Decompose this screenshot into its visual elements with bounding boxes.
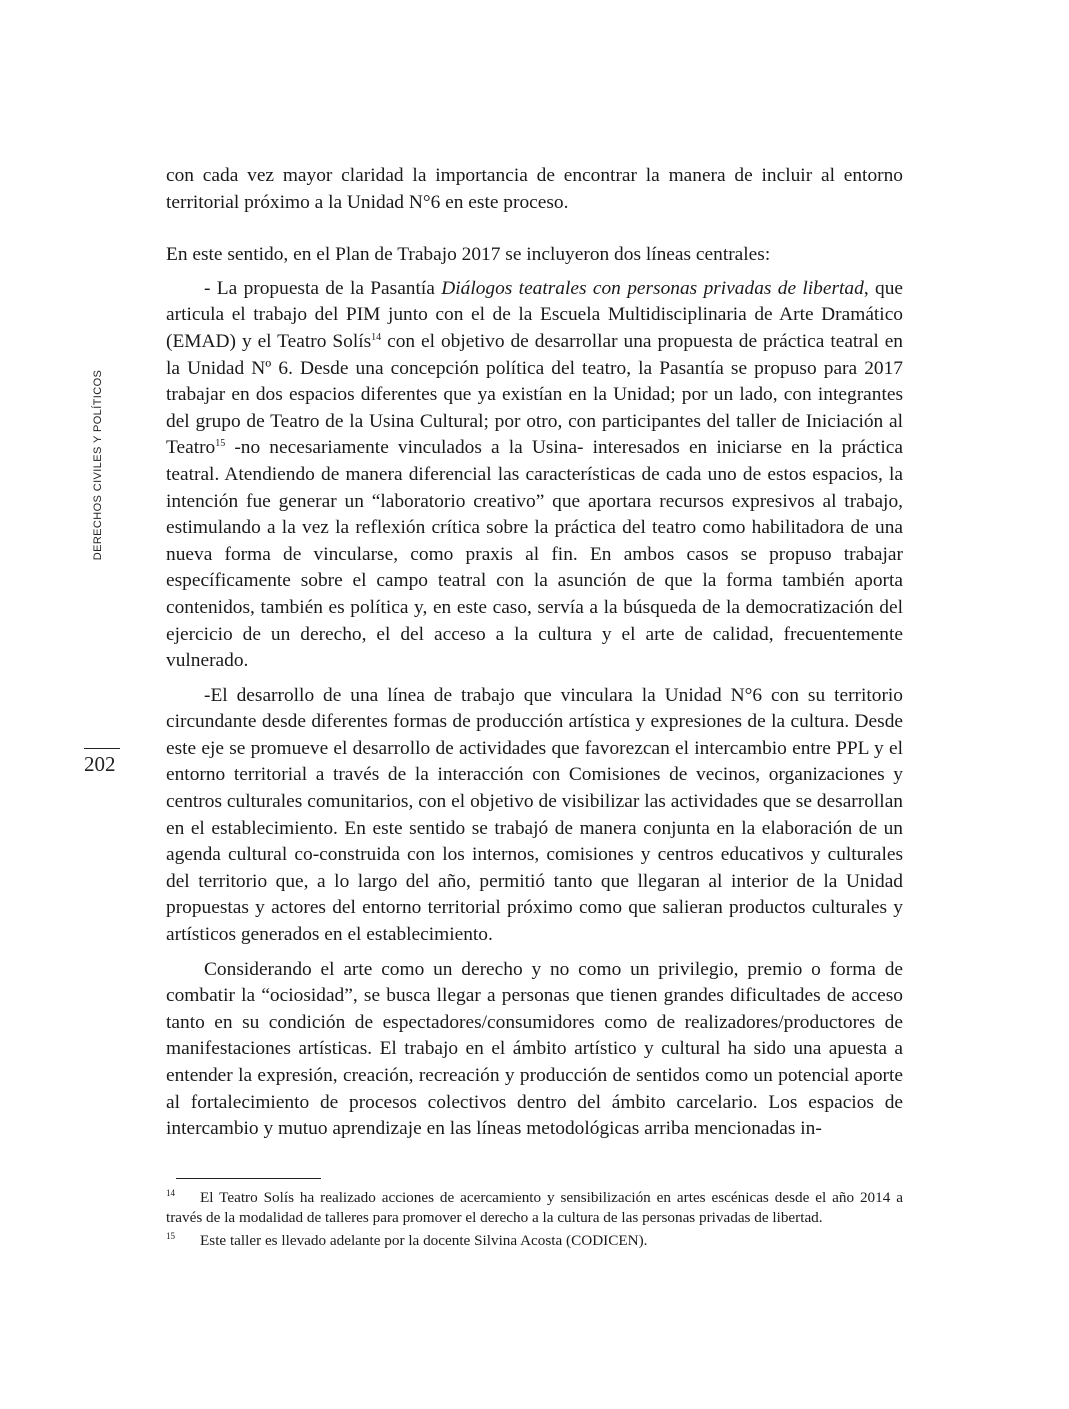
paragraph-pasantia bbox=[166, 276, 903, 675]
footnote-mark: 15 bbox=[166, 1231, 175, 1241]
page-number-rule bbox=[84, 748, 120, 749]
footnote-text: Este taller es llevado adelante por la docente Silvina Acosta (CODICEN). bbox=[200, 1232, 648, 1249]
paragraph-text: , que articula el trabajo del PIM junto con el de la Escuela Multidisciplinaria de Arte Dramático (EMAD) y el Teatro Solís bbox=[166, 277, 903, 352]
page-number: 202 bbox=[84, 752, 116, 776]
paragraph-text: - La propuesta de la Pasantía bbox=[204, 277, 442, 299]
footnote-mark: 14 bbox=[166, 1188, 175, 1198]
paragraph-lead: En este sentido, en el Plan de Trabajo 2017 se incluyeron dos líneas centrales: bbox=[166, 244, 771, 266]
footnote-rule bbox=[176, 1178, 321, 1179]
paragraph-continuation: con cada vez mayor claridad la importancia de encontrar la manera de incluir al entorno territorial próximo a la Unidad N°6 en este proceso. bbox=[166, 165, 903, 213]
paragraph-text: -no necesariamente vinculados a la Usina- interesados en iniciarse en la práctica teatral. Atendiendo de manera diferencial las características de cada uno de estos espacios, la intención fue generar un “laboratorio creativo” que aportara recursos expresivos al trabajo, estimulando a la vez la reflexión crítica sobre la práctica del teatro como habilitadora de una nueva forma de vincularse, como praxis al fin. En ambos casos se propuso trabajar específicamente sobre el campo teatral con la asunción de que la forma también aporta contenidos, también es política y, en este caso, servía a la búsqueda de la democratización del ejercicio de un derecho, el del acceso a la cultura y el arte de calidad, frecuentemente vulnerado. bbox=[166, 437, 903, 672]
paragraph-territorio: -El desarrollo de una línea de trabajo que vinculara la Unidad N°6 con su territorio circundante desde diferentes formas de producción artística y expresiones de la cultura. Desde este eje se promueve el desarrollo de actividades que favorezcan el intercambio entre PPL y el entorno territorial a través de la interacción con Comisiones de vecinos, organizaciones y centros culturales comunitarios, con el objetivo de visibilizar las actividades que se desarrollan en el establecimiento. En este sentido se trabajó de manera conjunta en la elaboración de un agenda cultural co-construida con los internos, comisiones y centros educativos y culturales del territorio que, a lo largo del año, permitió tanto que llegaran al interior de la Unidad propuestas y actores del entorno territorial próximo como que salieran productos culturales y artísticos generados en el establecimiento. bbox=[166, 684, 903, 946]
footnote-ref-14: 14 bbox=[371, 331, 382, 343]
italic-title: Diálogos teatrales con personas privadas de libertad bbox=[441, 277, 864, 299]
footnotes bbox=[166, 1184, 903, 1251]
paragraph-arte-derecho: Considerando el arte como un derecho y no como un privilegio, premio o forma de combatir la “ociosidad”, se busca llegar a personas que tienen grandes dificultades de acceso tanto en su condición de espectadores/consumidores como de realizadores/productores de manifestaciones artísticas. El trabajo en el ámbito artístico y cultural ha sido una apuesta a entender la expresión, creación, recreación y producción de sentidos como un potencial aporte al fortalecimiento de procesos colectivos dentro del ámbito carcelario. Los espacios de intercambio y mutuo aprendizaje en las líneas metodológicas arriba mencionadas in- bbox=[166, 958, 903, 1140]
footnote-text: El Teatro Solís ha realizado acciones de acercamiento y sensibilización en artes escénicas desde el año 2014 a través de la modalidad de talleres para promover el derecho a la cultura de las personas privadas de libertad. bbox=[166, 1189, 903, 1226]
footnote-15 bbox=[166, 1227, 903, 1251]
paragraph-text: con el objetivo de desarrollar una propuesta de práctica teatral en la Unidad Nº 6. Desde una concepción política del teatro, la Pasantía se propuso para 2017 trabajar en dos espacios diferentes que ya existían en la Unidad; por un lado, con integrantes del grupo de Teatro de la Usina Cultural; por otro, con participantes del taller de Iniciación al Teatro bbox=[166, 330, 903, 459]
body-text bbox=[166, 163, 903, 1143]
footnote-ref-15: 15 bbox=[215, 438, 226, 450]
footnote-14 bbox=[166, 1184, 903, 1227]
running-section-title: DERECHOS CIVILES Y POLÍTICOS bbox=[92, 369, 104, 561]
